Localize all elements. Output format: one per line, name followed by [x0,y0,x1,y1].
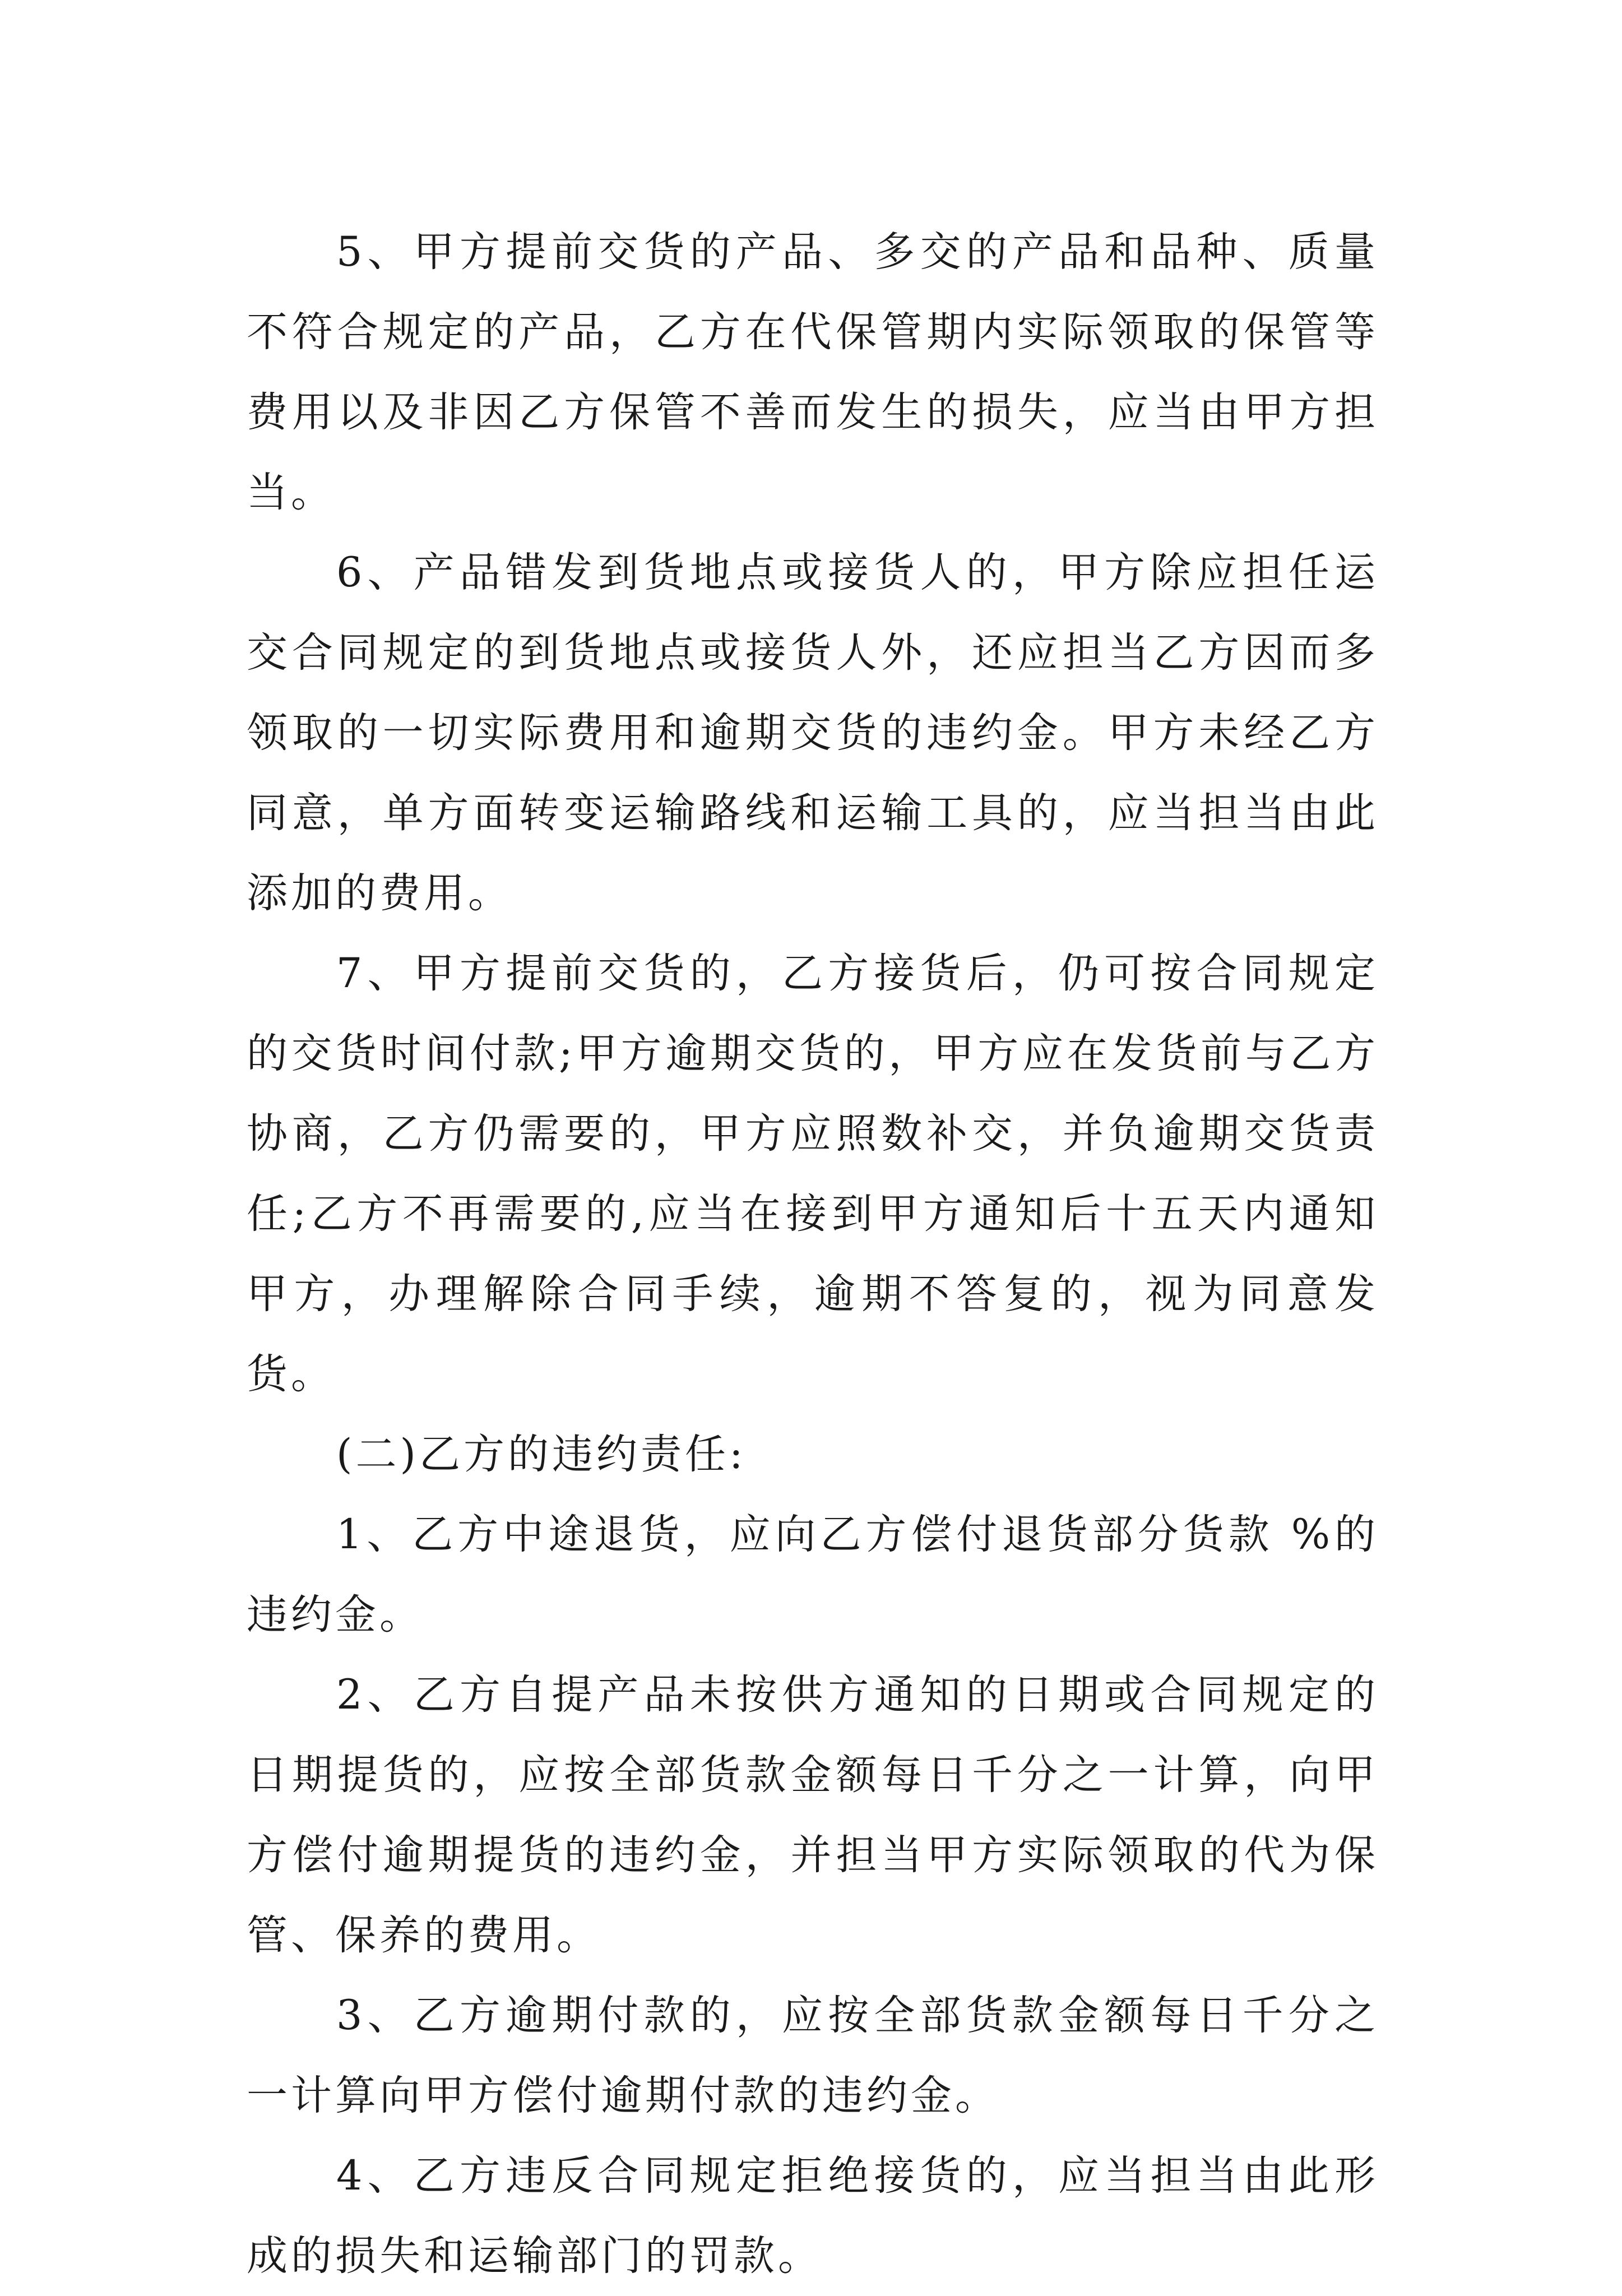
paragraph-b2: 2、乙方自提产品未按供方通知的日期或合同规定的日期提货的，应按全部货款金额每日千分之一计算，向甲方偿付逾期提货的违约金，并担当甲方实际领取的代为保管、保养的费用。 [247,1671,1379,1959]
section-heading-party-b-liability: (二)乙方的违约责任: [336,1431,747,1478]
paragraph-b4: 4、乙方违反合同规定拒绝接货的，应当担当由此形成的损失和运输部门的罚款。 [247,2152,1379,2280]
paragraph-b3: 3、乙方逾期付款的，应按全部货款金额每日千分之一计算向甲方偿付逾期付款的违约金。 [247,1992,1379,2119]
paragraph-6: 6、产品错发到货地点或接货人的，甲方除应担任运交合同规定的到货地点或接货人外，还应担当乙方因而多领取的一切实际费用和逾期交货的违约金。甲方未经乙方同意，单方面转变运输路线和运输工具的，应当担当由此添加的费用。 [247,549,1379,917]
paragraph-7: 7、甲方提前交货的，乙方接货后，仍可按合同规定的交货时间付款;甲方逾期交货的，甲方应在发货前与乙方协商，乙方仍需要的，甲方应照数补交，并负逾期交货责任;乙方不再需要的,应当在接到甲方通知后十五天内通知甲方，办理解除合同手续，逾期不答复的，视为同意发货。 [247,950,1379,1398]
paragraph-b1: 1、乙方中途退货，应向乙方偿付退货部分货款 %的违约金。 [247,1511,1379,1638]
document-body [247,212,1379,2296]
paragraph-5: 5、甲方提前交货的产品、多交的产品和品种、质量不符合规定的产品，乙方在代保管期内实际领取的保管等费用以及非因乙方保管不善而发生的损失，应当由甲方担当。 [247,228,1379,516]
